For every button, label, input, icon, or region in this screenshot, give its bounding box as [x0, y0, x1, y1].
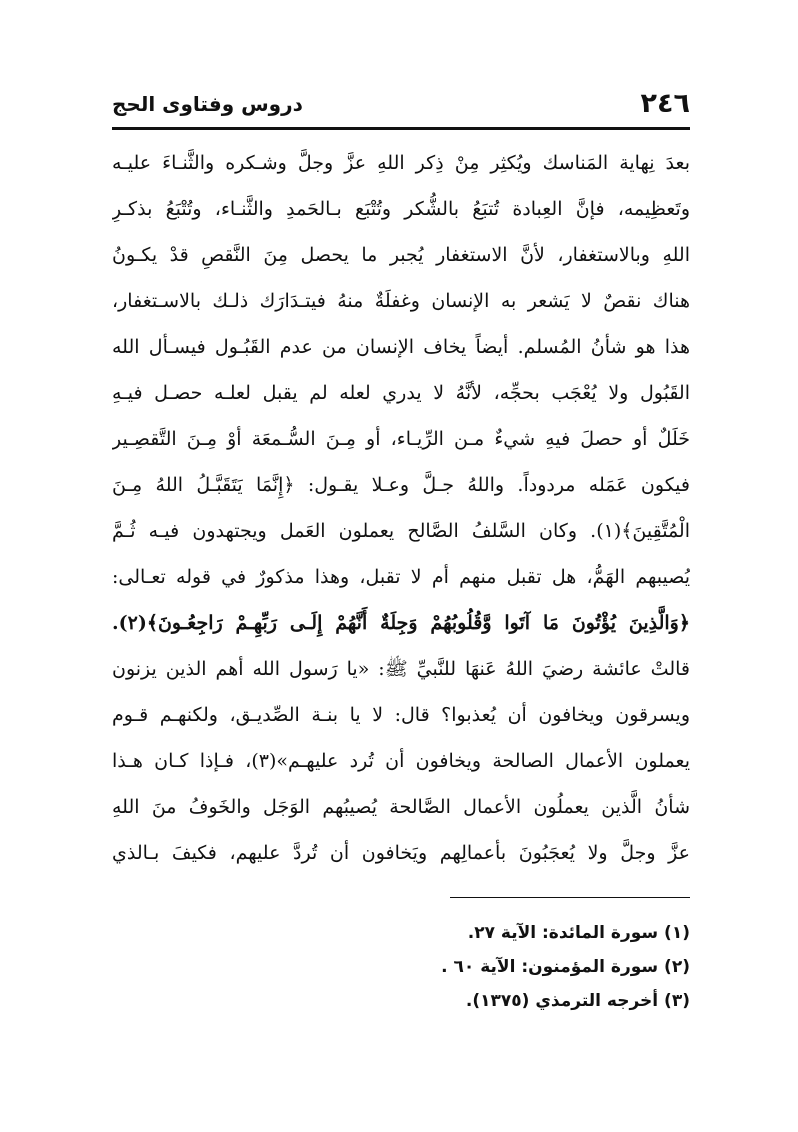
text-line: شأنُ الَّذين يعملُون الأعمال الصَّالحة يُصيبُهم الوَجَل والخَوفُ منَ اللهِ	[112, 796, 690, 818]
text-line: بعدَ نِهاية المَناسك ويُكثِر مِنْ ذِكر اللهِ عزَّ وجلَّ وشـكره والثَّنـاءَ عليـه	[112, 152, 690, 174]
header-rule	[112, 127, 690, 130]
text-line: وتَعظِيمه، فإنَّ العِبادة تُتبَعُ بالشُّكر وتُتْبَع بـالحَمدِ والثَّنـاء، وتُتْبَعُ بذكـرِ	[112, 198, 690, 220]
running-title: دروس وفتاوى الحج	[112, 92, 303, 116]
text-line: الْمُتَّقِينَ﴾(١). وكان السَّلفُ الصَّالح يعملون العَمل ويجتهدون فيـه ثُـمَّ	[112, 520, 690, 542]
footnote: (٣) أخرجه الترمذي (١٣٧٥).	[465, 991, 690, 1011]
main-text	[112, 140, 690, 876]
text-line: هناك نقصٌ لا يَشعر به الإنسان وغفلَةٌ منهُ فيتـدَارَك ذلـك بالاسـتغفار،	[112, 290, 690, 312]
text-line: القَبُول ولا يُعْجَب بحجِّه، لأنَّهُ لا يدري لعله لم يقبل لعلـه حصـل فيـهِ	[112, 382, 690, 404]
text-line: اللهِ وبالاستغفار، لأنَّ الاستغفار يُجبر ما يحصل مِنَ النَّقصِ قدْ يكـونُ	[112, 244, 690, 266]
text-line: فيكون عَمَله مردوداً. واللهُ جـلَّ وعـلا يقـول: ﴿إِنَّمَا يَتَقَبَّـلُ اللهُ مِـنَ	[112, 474, 690, 496]
text-line: خَلَلٌ أو حصلَ فيهِ شيءٌ مـن الرِّيـاء، أو مِـنَ السُّـمعَة أوْ مِـنَ التَّقصِـير	[112, 428, 690, 450]
page-header	[112, 88, 690, 124]
text-line: ويسرقون ويخافون أن يُعذبوا؟ قال: لا يا بنـة الصِّديـق، ولكنهـم قـوم	[112, 704, 690, 726]
text-line: يعملون الأعمال الصالحة ويخافون أن تُرد عليهـم»(٣)، فـإذا كـان هـذا	[112, 750, 690, 772]
footnote: (٢) سورة المؤمنون: الآية ٦٠ .	[441, 957, 690, 977]
quran-verse-line: ﴿وَالَّذِينَ يُؤْتُونَ مَا آتَوا وَّقُلُوبُهُمْ وَجِلَةٌ أَنَّهُمْ إِلَـى رَبِّهِـمْ رَاجِعُـونَ﴾(٢).	[112, 612, 690, 634]
footnotes	[112, 916, 690, 1018]
text-line: يُصيبهم الهَمُّ، هل تقبل منهم أم لا تقبل، وهذا مذكورٌ في قوله تعـالى:	[112, 566, 690, 588]
footnote-separator	[450, 897, 690, 898]
text-line: هذا هو شأنُ المُسلم. أيضاً يخاف الإنسان من عدم القَبُـول فيسـأل الله	[112, 336, 690, 358]
footnote: (١) سورة المائدة: الآية ٢٧.	[467, 923, 690, 943]
text-line: عزَّ وجلَّ ولا يُعجَبُونَ بأعمالِهم ويَخافون أن تُردَّ عليهم، فكيفَ بـالذي	[112, 842, 690, 864]
page-number: ٢٤٦	[640, 88, 690, 119]
text-line: قالتْ عائشة رضيَ اللهُ عَنهَا للنَّبيِّ ﷺ: «يا رَسول الله أهم الذين يزنون	[112, 658, 690, 680]
